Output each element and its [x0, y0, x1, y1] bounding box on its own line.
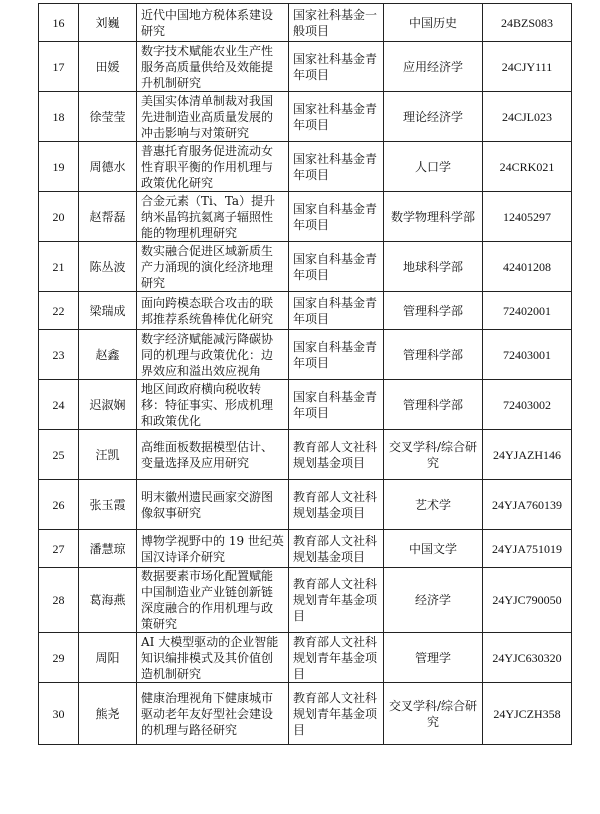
table-row [39, 92, 572, 142]
principal-name: 田媛 [79, 42, 137, 92]
approval-number: 24YJAZH146 [483, 430, 572, 480]
project-title: 合金元素（Ti、Ta）提升纳米晶钨抗氦离子辐照性能的物理机理研究 [137, 192, 289, 242]
project-title: 博物学视野中的 19 世纪英国汉诗译介研究 [137, 530, 289, 568]
principal-name: 徐莹莹 [79, 92, 137, 142]
project-title: 美国实体清单制裁对我国先进制造业高质量发展的冲击影响与对策研究 [137, 92, 289, 142]
table-row [39, 192, 572, 242]
project-type: 国家社科基金青年项目 [289, 142, 384, 192]
project-type: 教育部人文社科规划青年基金项目 [289, 683, 384, 745]
approval-number: 24YJC630320 [483, 633, 572, 683]
table-row [39, 380, 572, 430]
discipline: 中国文学 [384, 530, 483, 568]
principal-name: 梁瑞成 [79, 292, 137, 330]
project-title: 健康治理视角下健康城市驱动老年友好型社会建设的机理与路径研究 [137, 683, 289, 745]
discipline: 管理科学部 [384, 380, 483, 430]
approval-number: 24YJCZH358 [483, 683, 572, 745]
principal-name: 葛海燕 [79, 568, 137, 633]
project-title: 普惠托育服务促进流动女性育职平衡的作用机理与政策优化研究 [137, 142, 289, 192]
principal-name: 熊尧 [79, 683, 137, 745]
row-number: 20 [39, 192, 79, 242]
project-title: 数字经济赋能减污降碳协同的机理与政策优化：边界效应和溢出效应视角 [137, 330, 289, 380]
row-number: 21 [39, 242, 79, 292]
row-number: 28 [39, 568, 79, 633]
discipline: 管理科学部 [384, 292, 483, 330]
project-table [38, 3, 572, 745]
project-type: 教育部人文社科规划基金项目 [289, 480, 384, 530]
table-row [39, 330, 572, 380]
approval-number: 24CJL023 [483, 92, 572, 142]
project-type: 国家自科基金青年项目 [289, 292, 384, 330]
approval-number: 72402001 [483, 292, 572, 330]
row-number: 26 [39, 480, 79, 530]
row-number: 23 [39, 330, 79, 380]
approval-number: 72403001 [483, 330, 572, 380]
project-type: 国家自科基金青年项目 [289, 192, 384, 242]
project-type: 国家自科基金青年项目 [289, 242, 384, 292]
principal-name: 迟淑娴 [79, 380, 137, 430]
table-row [39, 683, 572, 745]
project-title: 数实融合促进区域新质生产力涌现的演化经济地理研究 [137, 242, 289, 292]
project-title: 地区间政府横向税收转移：特征事实、形成机理和政策优化 [137, 380, 289, 430]
table-row [39, 480, 572, 530]
principal-name: 陈丛波 [79, 242, 137, 292]
approval-number: 24BZS083 [483, 4, 572, 42]
row-number: 19 [39, 142, 79, 192]
table-row [39, 242, 572, 292]
project-type: 教育部人文社科规划青年基金项目 [289, 633, 384, 683]
row-number: 24 [39, 380, 79, 430]
principal-name: 赵鑫 [79, 330, 137, 380]
approval-number: 24YJC790050 [483, 568, 572, 633]
table-row [39, 42, 572, 92]
discipline: 数学物理科学部 [384, 192, 483, 242]
project-title: 数据要素市场化配置赋能中国制造业产业链创新链深度融合的作用机理与政策研究 [137, 568, 289, 633]
project-title: 数字技术赋能农业生产性服务高质量供给及效能提升机制研究 [137, 42, 289, 92]
approval-number: 24CRK021 [483, 142, 572, 192]
discipline: 应用经济学 [384, 42, 483, 92]
discipline: 中国历史 [384, 4, 483, 42]
approval-number: 24YJA760139 [483, 480, 572, 530]
discipline: 经济学 [384, 568, 483, 633]
table-body [39, 4, 572, 745]
project-type: 教育部人文社科规划基金项目 [289, 530, 384, 568]
project-title: AI 大模型驱动的企业智能知识编排模式及其价值创造机制研究 [137, 633, 289, 683]
table-row [39, 568, 572, 633]
principal-name: 潘慧琼 [79, 530, 137, 568]
project-title: 近代中国地方税体系建设研究 [137, 4, 289, 42]
table-row [39, 4, 572, 42]
row-number: 17 [39, 42, 79, 92]
table-row [39, 292, 572, 330]
row-number: 22 [39, 292, 79, 330]
approval-number: 24YJA751019 [483, 530, 572, 568]
approval-number: 24CJY111 [483, 42, 572, 92]
discipline: 艺术学 [384, 480, 483, 530]
principal-name: 周阳 [79, 633, 137, 683]
discipline: 交叉学科/综合研究 [384, 683, 483, 745]
principal-name: 汪凯 [79, 430, 137, 480]
table-row [39, 633, 572, 683]
discipline: 管理科学部 [384, 330, 483, 380]
table-row [39, 530, 572, 568]
approval-number: 42401208 [483, 242, 572, 292]
discipline: 交叉学科/综合研究 [384, 430, 483, 480]
approval-number: 72403002 [483, 380, 572, 430]
discipline: 人口学 [384, 142, 483, 192]
principal-name: 张玉霞 [79, 480, 137, 530]
row-number: 27 [39, 530, 79, 568]
project-type: 教育部人文社科规划青年基金项目 [289, 568, 384, 633]
project-type: 国家社科基金青年项目 [289, 92, 384, 142]
discipline: 理论经济学 [384, 92, 483, 142]
project-title: 高维面板数据模型估计、变量选择及应用研究 [137, 430, 289, 480]
project-title: 明末徽州遗民画家交游图像叙事研究 [137, 480, 289, 530]
row-number: 16 [39, 4, 79, 42]
discipline: 管理学 [384, 633, 483, 683]
project-type: 国家自科基金青年项目 [289, 380, 384, 430]
principal-name: 刘巍 [79, 4, 137, 42]
approval-number: 12405297 [483, 192, 572, 242]
project-type: 国家自科基金青年项目 [289, 330, 384, 380]
discipline: 地球科学部 [384, 242, 483, 292]
table-row [39, 142, 572, 192]
row-number: 29 [39, 633, 79, 683]
project-type: 教育部人文社科规划基金项目 [289, 430, 384, 480]
principal-name: 赵帮磊 [79, 192, 137, 242]
row-number: 18 [39, 92, 79, 142]
row-number: 30 [39, 683, 79, 745]
row-number: 25 [39, 430, 79, 480]
principal-name: 周德水 [79, 142, 137, 192]
project-title: 面向跨模态联合攻击的联邦推荐系统鲁棒优化研究 [137, 292, 289, 330]
project-type: 国家社科基金青年项目 [289, 42, 384, 92]
table-row [39, 430, 572, 480]
project-type: 国家社科基金一般项目 [289, 4, 384, 42]
